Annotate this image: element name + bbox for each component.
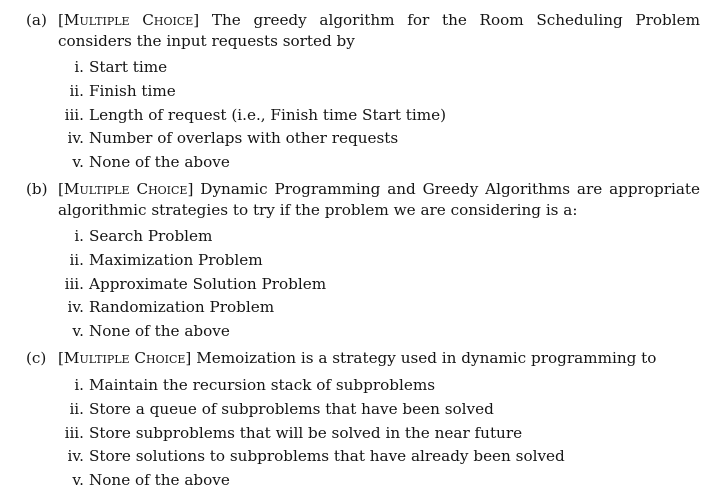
question-tag: [Multiple Choice]	[58, 349, 192, 367]
option-b-iii	[0, 274, 727, 296]
option-c-i	[0, 375, 727, 397]
question-label: (a)	[26, 11, 47, 29]
question-text	[58, 10, 700, 52]
option-text: Store a queue of subproblems that have been solved	[89, 400, 494, 418]
option-text: Maintain the recursion stack of subproblems	[89, 376, 436, 394]
option-text: Approximate Solution Problem	[89, 275, 327, 293]
option-text: Finish time	[89, 82, 176, 100]
option-number: iv.	[67, 298, 84, 316]
option-text: Randomization Problem	[89, 298, 275, 316]
question-text	[58, 179, 700, 221]
option-b-i	[0, 226, 727, 248]
option-text: None of the above	[89, 471, 230, 489]
option-number: i.	[74, 58, 84, 76]
option-number: v.	[72, 153, 84, 171]
option-b-ii	[0, 250, 727, 272]
option-c-iii	[0, 423, 727, 445]
option-a-i	[0, 57, 727, 79]
option-text: Maximization Problem	[89, 251, 263, 269]
option-number: v.	[72, 471, 84, 489]
option-a-ii	[0, 81, 727, 103]
option-b-iv	[0, 297, 727, 319]
question-tag: [Multiple Choice]	[58, 180, 194, 198]
option-c-ii	[0, 399, 727, 421]
option-a-iv	[0, 128, 727, 150]
option-number: iv.	[67, 447, 84, 465]
option-c-v	[0, 470, 727, 492]
option-a-v	[0, 152, 727, 174]
option-text: Start time	[89, 58, 168, 76]
question-label: (c)	[26, 349, 47, 367]
option-number: ii.	[69, 251, 84, 269]
option-number: ii.	[69, 82, 84, 100]
option-number: i.	[74, 227, 84, 245]
option-number: iv.	[67, 129, 84, 147]
option-number: iii.	[64, 424, 84, 442]
option-number: v.	[72, 322, 84, 340]
option-a-iii	[0, 105, 727, 127]
question-body: The greedy algorithm for the Room Scheduling Problem considers the input requests sorted by	[58, 11, 700, 50]
option-b-v	[0, 321, 727, 343]
option-text: Number of overlaps with other requests	[89, 129, 399, 147]
question-tag: [Multiple Choice]	[58, 11, 200, 29]
option-text: Store subproblems that will be solved in the near future	[89, 424, 523, 442]
question-label: (b)	[26, 180, 48, 198]
option-text: None of the above	[89, 322, 230, 340]
option-number: iii.	[64, 275, 84, 293]
question-text	[58, 348, 700, 369]
option-text: Store solutions to subproblems that have already been solved	[89, 447, 565, 465]
option-text: Search Problem	[89, 227, 213, 245]
question-body: Memoization is a strategy used in dynamic programming to	[196, 349, 657, 367]
option-number: ii.	[69, 400, 84, 418]
question-body: Dynamic Programming and Greedy Algorithms are appropriate algorithmic strategies to try if the problem we are considering is a:	[58, 180, 700, 219]
option-number: i.	[74, 376, 84, 394]
option-c-iv	[0, 446, 727, 468]
option-text: None of the above	[89, 153, 230, 171]
option-text: Length of request (i.e., Finish time Start time)	[89, 106, 447, 124]
option-number: iii.	[64, 106, 84, 124]
